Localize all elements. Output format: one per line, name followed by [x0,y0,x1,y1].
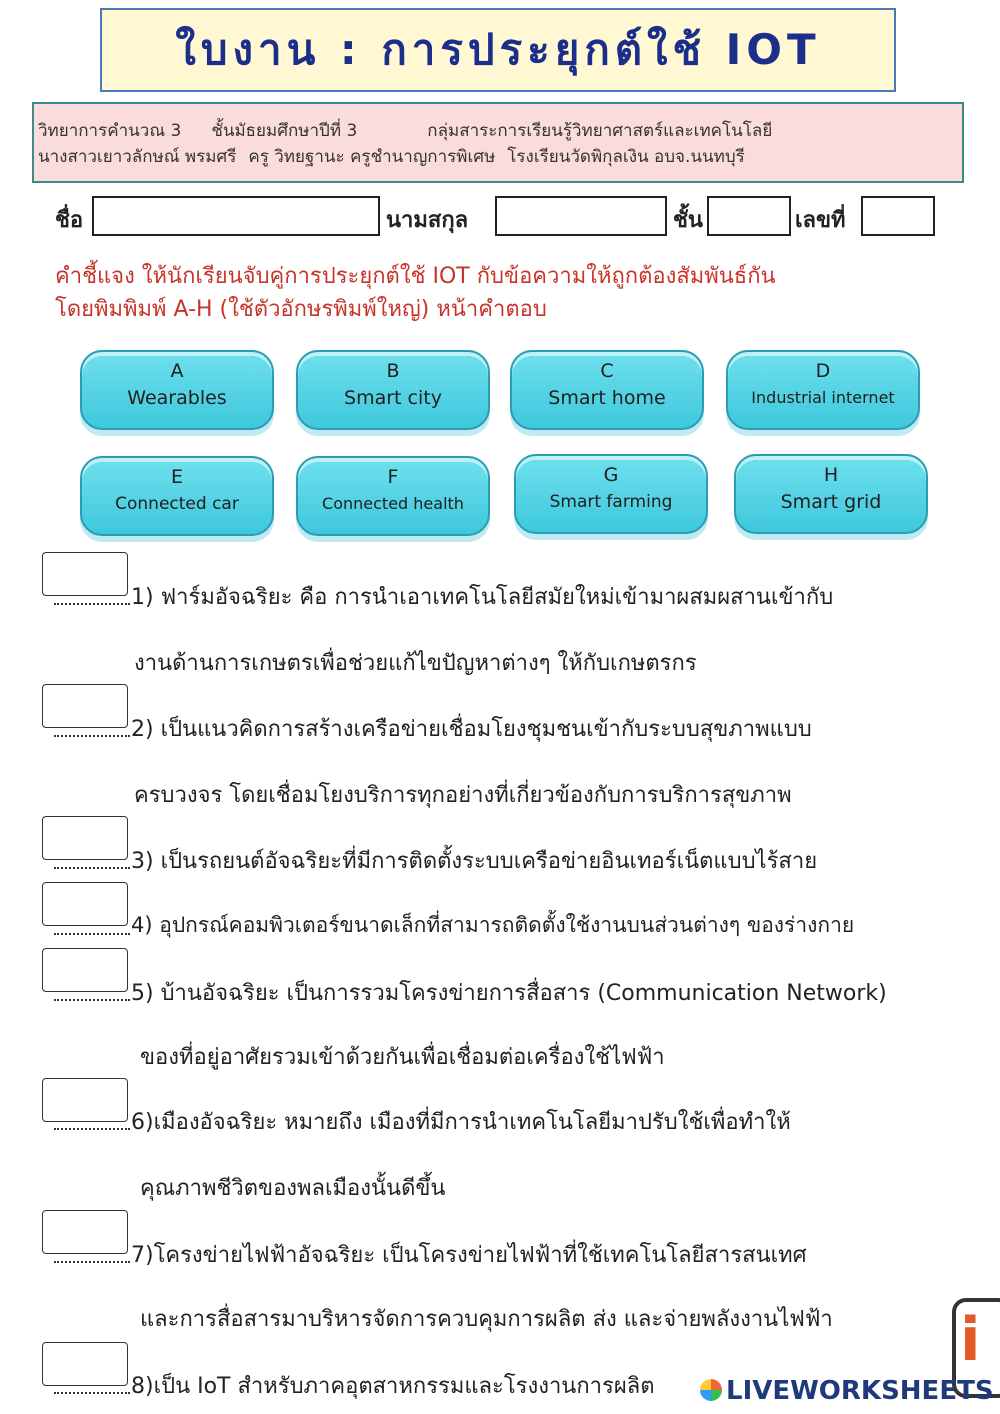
name-label: ชื่อ [55,208,84,233]
teacher-text: นางสาวเยาวลักษณ์ พรมศรี [38,147,237,167]
class-input[interactable] [709,198,789,234]
question-5 [0,975,1000,1075]
subject-text: วิทยาการคำนวณ 3 [38,121,182,141]
question-text: 4) อุปกรณ์คอมพิวเตอร์ขนาดเล็กที่สามารถติดตั้งใช้งานบนส่วนต่างๆ ของร่างกาย [131,913,855,937]
option-h [734,454,928,534]
option-letter: C [600,360,614,382]
brand-dot-icon [700,1379,722,1401]
instruction [55,260,955,326]
number-label: เลขที่ [795,208,846,233]
answer-dots [54,1368,130,1394]
option-letter: H [823,464,839,486]
answer-dots [54,1237,130,1263]
surname-input[interactable] [497,198,665,234]
option-name: Smart city [344,387,442,409]
option-letter: E [170,466,183,488]
option-name: Smart farming [549,492,673,512]
option-c [510,350,704,430]
info-line-2 [38,144,962,170]
class-field[interactable] [707,196,791,236]
question-text-cont: และการสื่อสารมาบริหารจัดการควบคุมการผลิต ส่ง และจ่ายพลังงานไฟฟ้า [140,1307,833,1332]
option-g [514,454,708,534]
option-letter: F [387,466,399,488]
option-a [80,350,274,430]
name-input[interactable] [94,198,378,234]
option-name: Wearables [127,387,227,409]
question-text: 2) เป็นแนวคิดการสร้างเครือข่ายเชื่อมโยงชุมชนเข้ากับระบบสุขภาพแบบ [131,717,812,742]
option-e [80,456,274,536]
question-text-cont: งานด้านการเกษตรเพื่อช่วยแก้ไขปัญหาต่างๆ ให้กับเกษตรกร [134,651,697,676]
question-text: 1) ฟาร์มอัจฉริยะ คือ การนำเอาเทคโนโลยีสมัยใหม่เข้ามาผสมผสานเข้ากับ [131,585,834,610]
school-text: โรงเรียนวัดพิกุลเงิน อบจ.นนทบุรี [507,147,745,167]
name-field[interactable] [92,196,380,236]
number-input[interactable] [863,198,933,234]
question-text: 7)โครงข่ายไฟฟ้าอัจฉริยะ เป็นโครงข่ายไฟฟ้าที่ใช้เทคโนโลยีสารสนเทศ [131,1243,807,1268]
number-field[interactable] [861,196,935,236]
question-text: 5) บ้านอัจฉริยะ เป็นการรวมโครงข่ายการสื่อสาร (Communication Network) [131,981,887,1006]
option-name: Industrial internet [751,388,895,407]
option-letter: A [170,360,184,382]
title-text: ใบงาน : การประยุกต์ใช้ IOT [175,25,821,74]
option-f [296,456,490,536]
group-text: กลุ่มสาระการเรียนรู้วิทยาศาสตร์และเทคโนโลยี [427,121,773,141]
question-text-cont: ครบวงจร โดยเชื่อมโยงบริการทุกอย่างที่เกี่ยวข้องกับการบริการสุขภาพ [134,783,792,808]
info-line-1 [38,118,962,144]
student-fields [0,196,1000,242]
option-name: Connected health [322,494,464,513]
option-letter: G [603,464,619,486]
answer-dots [54,975,130,1001]
question-text: 3) เป็นรถยนต์อัจฉริยะที่มีการติดตั้งระบบเครือข่ายอินเทอร์เน็ตแบบไร้สาย [131,849,818,874]
question-3 [0,843,1000,883]
liveworksheets-logo-icon: i [952,1298,1000,1398]
instruction-line-2: โดยพิมพิมพ์ A-H (ใช้ตัวอักษรพิมพ์ใหญ่) หน้าคำตอบ [55,297,547,322]
question-1 [0,579,1000,679]
answer-dots [54,711,130,737]
option-name: Smart home [548,387,666,409]
surname-label: นามสกุล [386,208,469,233]
option-name: Smart grid [780,491,882,513]
question-7 [0,1237,1000,1337]
position-text: ครู วิทยฐานะ ครูชำนาญการพิเศษ [248,147,496,167]
option-b [296,350,490,430]
grade-text: ชั้นมัธยมศึกษาปีที่ 3 [211,121,358,141]
question-6 [0,1104,1000,1204]
question-2 [0,711,1000,811]
question-4 [0,909,1000,949]
option-letter: D [815,360,831,382]
worksheet-title [100,8,896,92]
question-text: 8)เป็น IoT สำหรับภาคอุตสาหกรรมและโรงงานการผลิต [131,1374,655,1399]
class-label: ชั้น [673,208,703,233]
option-name: Connected car [115,494,239,514]
brand-text: LIVEWORKSHEETS [726,1376,994,1406]
question-text-cont: คุณภาพชีวิตของพลเมืองนั้นดีขึ้น [140,1176,446,1201]
question-text-cont: ของที่อยู่อาศัยรวมเข้าด้วยกันเพื่อเชื่อมต่อเครื่องใช้ไฟฟ้า [140,1045,665,1070]
course-info [32,102,964,183]
answer-dots [54,579,130,605]
question-text: 6)เมืองอัจฉริยะ หมายถึง เมืองที่มีการนำเทคโนโลยีมาปรับใช้เพื่อทำให้ [131,1110,791,1135]
surname-field[interactable] [495,196,667,236]
liveworksheets-brand[interactable] [700,1376,1000,1410]
answer-dots [54,909,130,935]
answer-dots [54,843,130,869]
option-letter: B [386,360,400,382]
option-d [726,350,920,430]
answer-dots [54,1104,130,1130]
instruction-line-1: คำชี้แจง ให้นักเรียนจับคู่การประยุกต์ใช้ IOT กับข้อความให้ถูกต้องสัมพันธ์กัน [55,264,776,289]
